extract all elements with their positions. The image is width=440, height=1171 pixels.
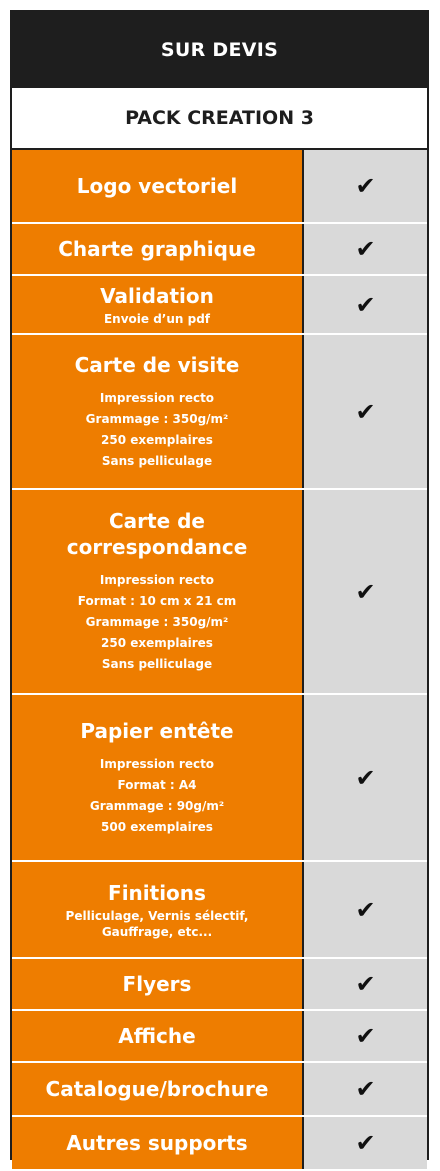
feature-detail: 250 exemplaires — [101, 636, 213, 650]
feature-title: Finitions — [108, 880, 206, 905]
check-icon: ✔ — [304, 862, 427, 957]
check-icon: ✔ — [304, 335, 427, 488]
feature-row — [12, 276, 427, 333]
feature-details — [66, 908, 249, 940]
feature-row — [12, 335, 427, 488]
feature-detail: Sans pelliculage — [101, 657, 213, 671]
feature-row — [12, 695, 427, 860]
feature-label — [12, 150, 304, 222]
feature-details — [86, 388, 229, 472]
feature-label — [12, 862, 304, 957]
feature-row — [12, 490, 427, 693]
feature-title: Carte de — [108, 509, 205, 533]
feature-title: Autres supports — [66, 1131, 248, 1155]
check-icon: ✔ — [304, 276, 427, 333]
feature-detail: 500 exemplaires — [101, 819, 213, 834]
check-icon: ✔ — [304, 490, 427, 693]
feature-detail: Grammage : 350g/m² — [85, 615, 229, 629]
feature-label — [12, 959, 304, 1009]
feature-row — [12, 1117, 427, 1169]
feature-detail: Grammage : 350g/m² — [85, 411, 229, 426]
feature-detail: Pelliculage, Vernis sélectif, — [65, 908, 249, 923]
feature-title: Flyers — [122, 972, 192, 996]
check-icon: ✔ — [304, 1011, 427, 1061]
feature-row — [12, 862, 427, 957]
check-icon: ✔ — [304, 150, 427, 222]
feature-details — [78, 570, 236, 675]
feature-detail: Format : 10 cm x 21 cm — [77, 594, 237, 608]
feature-row — [12, 959, 427, 1009]
feature-row — [12, 224, 427, 274]
feature-row — [12, 1011, 427, 1061]
feature-detail: Impression recto — [99, 390, 215, 405]
feature-label — [12, 335, 304, 488]
feature-details — [104, 311, 210, 327]
feature-label — [12, 224, 304, 274]
feature-title: Papier entête — [80, 718, 234, 743]
feature-row — [12, 1063, 427, 1115]
feature-details — [90, 754, 224, 838]
feature-label — [12, 1011, 304, 1061]
feature-title: Charte graphique — [58, 237, 256, 261]
pack-title: PACK CREATION 3 — [12, 88, 427, 150]
check-icon: ✔ — [304, 224, 427, 274]
check-icon: ✔ — [304, 959, 427, 1009]
feature-detail: Impression recto — [99, 756, 215, 771]
feature-title: Logo vectoriel — [76, 174, 238, 198]
feature-title: Carte de visite — [74, 352, 240, 377]
check-icon: ✔ — [304, 1117, 427, 1169]
feature-title: Validation — [100, 283, 214, 308]
feature-label — [12, 276, 304, 333]
feature-title: Affiche — [118, 1024, 196, 1048]
feature-detail: Gauffrage, etc... — [101, 924, 213, 939]
feature-detail: 250 exemplaires — [101, 432, 213, 447]
feature-title: Catalogue/brochure — [45, 1077, 269, 1101]
header-title: SUR DEVIS — [12, 12, 427, 88]
feature-detail: Envoie d’un pdf — [103, 311, 211, 326]
feature-title: correspondance — [66, 535, 248, 559]
feature-detail: Format : A4 — [117, 777, 197, 792]
check-icon: ✔ — [304, 1063, 427, 1115]
feature-label — [12, 695, 304, 860]
check-icon: ✔ — [304, 695, 427, 860]
feature-label — [12, 1063, 304, 1115]
feature-detail: Sans pelliculage — [101, 453, 213, 468]
pricing-card — [10, 10, 429, 1160]
feature-label — [12, 1117, 304, 1169]
feature-row — [12, 150, 427, 222]
feature-label — [12, 490, 304, 693]
feature-detail: Grammage : 90g/m² — [89, 798, 225, 813]
feature-detail: Impression recto — [99, 573, 215, 587]
